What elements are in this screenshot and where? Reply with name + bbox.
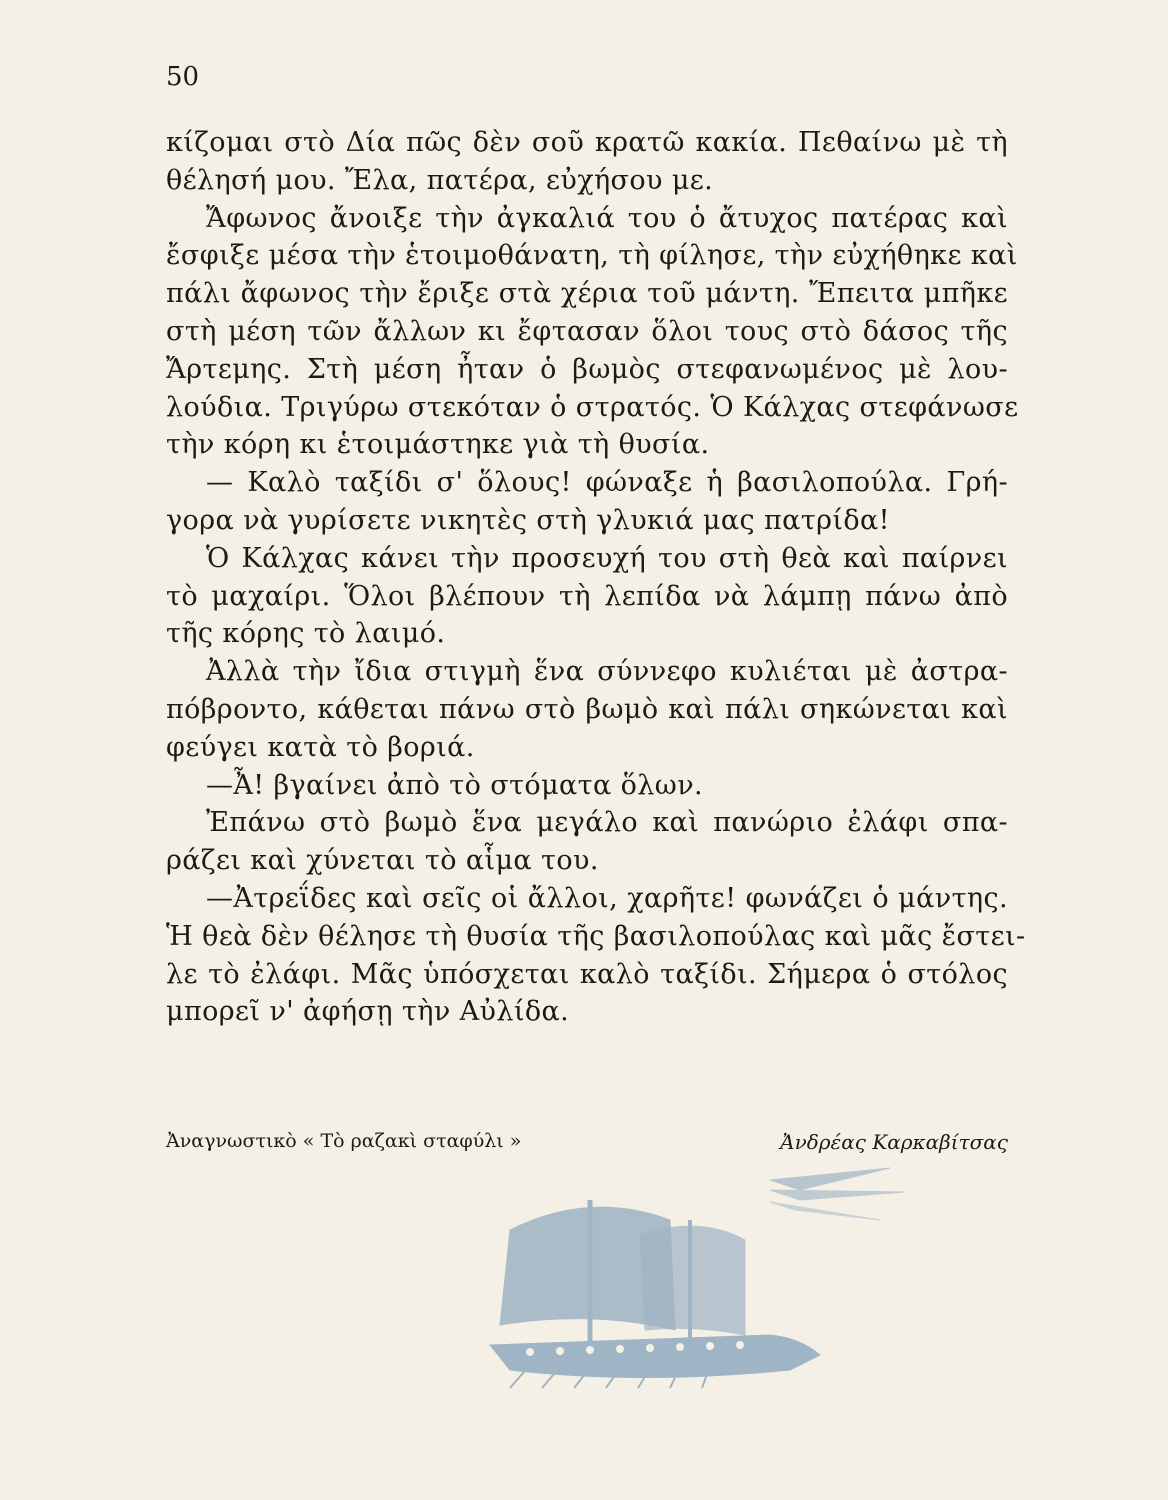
text-line: Ἀλλὰ τὴν ἴδια στιγμὴ ἕνα σύννεφο κυλιέται μὲ ἀστρα- bbox=[206, 656, 1008, 688]
text-line: —Ἆ! βγαίνει ἀπὸ τὸ στόματα ὅλων. bbox=[206, 769, 703, 801]
text-line: τὴν κόρη κι ἑτοιμάστηκε γιὰ τὴ θυσία. bbox=[166, 429, 710, 461]
text-line: ἔσφιξε μέσα τὴν ἑτοιμοθάνατη, τὴ φίλησε, τὴν εὐχήθηκε καὶ bbox=[166, 240, 1018, 272]
text-line: θέλησή μου. Ἔλα, πατέρα, εὐχήσου με. bbox=[166, 164, 714, 196]
text-line: —Ἀτρεΐδες καὶ σεῖς οἱ ἄλλοι, χαρῆτε! φωνάζει ὁ μάντης. bbox=[206, 882, 1008, 914]
source-citation bbox=[166, 1130, 1008, 1154]
text-line: Ἄρτεμης. Στὴ μέση ἦταν ὁ βωμὸς στεφανωμένος μὲ λου- bbox=[166, 353, 1008, 385]
text-line: κίζομαι στὸ Δία πῶς δὲν σοῦ κρατῶ κακία. Πεθαίνω μὲ τὴ bbox=[166, 127, 1008, 158]
text-line: Ἐπάνω στὸ βωμὸ ἕνα μεγάλο καὶ πανώριο ἐλάφι σπα- bbox=[206, 807, 1008, 839]
text-line: τῆς κόρης τὸ λαιμό. bbox=[166, 618, 446, 650]
text-line: πόβροντο, κάθεται πάνω στὸ βωμὸ καὶ πάλι σηκώνεται καὶ bbox=[166, 693, 1008, 725]
text-line: φεύγει κατὰ τὸ βοριά. bbox=[166, 731, 475, 763]
source-author: Ἀνδρέας Καρκαβίτσας bbox=[780, 1130, 1008, 1154]
text-line: λούδια. Τριγύρω στεκόταν ὁ στρατός. Ὁ Κάλχας στεφάνωσε bbox=[166, 391, 1019, 423]
text-line: Ἄφωνος ἄνοιξε τὴν ἀγκαλιά του ὁ ἄτυχος πατέρας καὶ bbox=[206, 202, 1008, 234]
text-line: λε τὸ ἐλάφι. Μᾶς ὑπόσχεται καλὸ ταξίδι. Σήμερα ὁ στόλος bbox=[166, 958, 1008, 990]
page-number: 50 bbox=[166, 62, 200, 92]
text-line: ράζει καὶ χύνεται τὸ αἷμα του. bbox=[166, 845, 599, 877]
text-line: μπορεῖ ν' ἀφήσῃ τὴν Αὐλίδα. bbox=[166, 996, 570, 1028]
text-line: Ὁ Κάλχας κάνει τὴν προσευχή του στὴ θεὰ καὶ παίρνει bbox=[206, 542, 1008, 574]
text-line: — Καλὸ ταξίδι σ' ὅλους! φώναξε ἡ βασιλοπούλα. Γρή- bbox=[206, 467, 1008, 499]
story-text bbox=[166, 124, 1026, 1031]
text-line: Ἡ θεὰ δὲν θέλησε τὴ θυσία τῆς βασιλοπούλας καὶ μᾶς ἔστει- bbox=[166, 920, 1026, 952]
source-work: Ἀναγνωστικὸ « Τὸ ραζακὶ σταφύλι » bbox=[166, 1130, 522, 1152]
text-line: τὸ μαχαίρι. Ὅλοι βλέπουν τὴ λεπίδα νὰ λάμπῃ πάνω ἀπὸ bbox=[166, 580, 1008, 612]
text-line: πάλι ἄφωνος τὴν ἔριξε στὰ χέρια τοῦ μάντη. Ἔπειτα μπῆκε bbox=[166, 278, 1008, 310]
ancient-galley-icon bbox=[470, 1160, 910, 1390]
text-line: γορα νὰ γυρίσετε νικητὲς στὴ γλυκιά μας πατρίδα! bbox=[166, 504, 890, 536]
text-line: στὴ μέση τῶν ἄλλων κι ἔφτασαν ὅλοι τους στὸ δάσος τῆς bbox=[166, 315, 1008, 347]
